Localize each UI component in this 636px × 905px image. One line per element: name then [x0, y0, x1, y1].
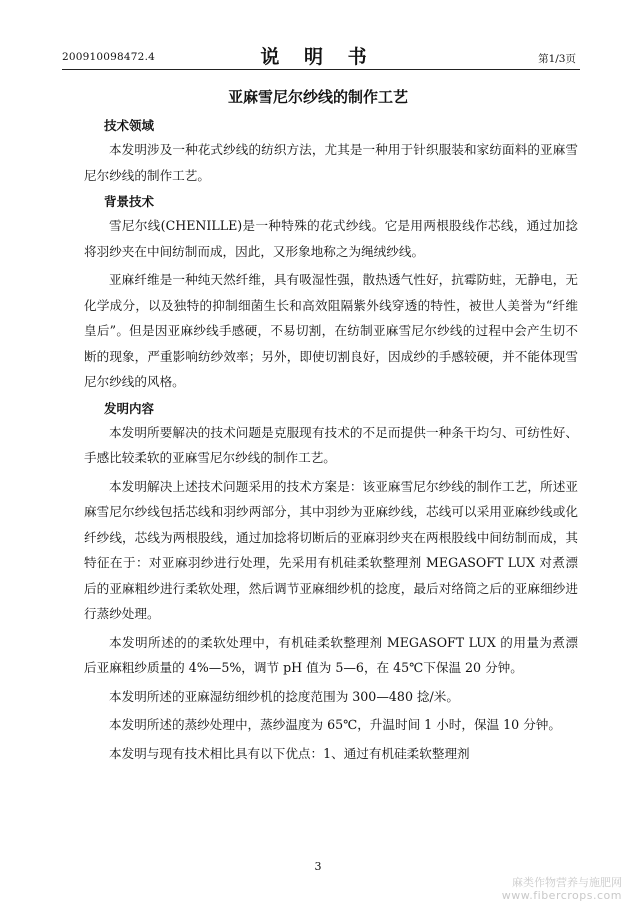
paragraph: 本发明所述的的柔软处理中，有机硅柔软整理剂 MEGASOFT LUX 的用量为煮漂后亚麻粗纱质量的 4%—5%，调节 pH 值为 5—6，在 45℃下保温 20 分钟。: [84, 634, 578, 675]
doc-type-heading: 说 明 书: [260, 46, 376, 68]
paragraph: 本发明所述的蒸纱处理中，蒸纱温度为 65℃，升温时间 1 小时，保温 10 分钟。: [109, 717, 561, 732]
page-number: 3: [314, 860, 322, 873]
paragraph: 本发明所要解决的技术问题是克服现有技术的不足而提供一种条干均匀、可纺性好、手感比较柔软的亚麻雪尼尔纱线的制作工艺。: [84, 424, 578, 465]
section-heading: 发明内容: [104, 400, 155, 416]
document-body: [84, 115, 578, 769]
doc-number: 200910098472.4: [62, 51, 155, 63]
paragraph: 本发明解决上述技术问题采用的技术方案是：该亚麻雪尼尔纱线的制作工艺，所述亚麻雪尼尔纱线包括芯线和羽纱两部分，其中羽纱为亚麻纱线，芯线可以采用亚麻纱线或化纤纱线，芯线为两根股线，通过加捻将切断后的亚麻羽纱夹在两根股线中间纺制而成，其特征在于：对亚麻羽纱进行处理，先采用有机硅柔软整理剂 MEGASOFT LUX 对煮漂后的亚麻粗纱进行柔软处理，然后调节亚麻细纱机的捻度，最后对络筒之后的亚麻细纱进行蒸纱处理。: [84, 478, 578, 621]
watermark-url: www.fibercrops.com: [501, 889, 622, 902]
section-heading: 技术领域: [104, 118, 155, 133]
header-divider: [62, 69, 580, 70]
section-background: [84, 191, 578, 395]
paragraph: 本发明涉及一种花式纱线的纺织方法，尤其是一种用于针织服装和家纺面料的亚麻雪尼尔纱线的制作工艺。: [84, 142, 578, 183]
page-info: 第1/3页: [538, 53, 576, 65]
document-title: 亚麻雪尼尔纱线的制作工艺: [227, 88, 408, 106]
paragraph: 雪尼尔线(CHENILLE)是一种特殊的花式纱线。它是用两根股线作芯线，通过加捻将羽纱夹在中间纺制而成，因此，又形象地称之为绳绒纱线。: [84, 218, 578, 259]
paragraph: 亚麻纤维是一种纯天然纤维，具有吸湿性强，散热透气性好，抗霉防蛀，无静电，无化学成分，以及独特的抑制细菌生长和高效阻隔紫外线穿透的特性，被世人美誉为“纤维皇后”。但是因亚麻纱线手感硬，不易切割，在纺制亚麻雪尼尔纱线的过程中会产生切不断的现象，严重影响纺纱效率；另外，即使切割良好，因成纱的手感较硬，并不能体现雪尼尔纱线的风格。: [84, 272, 578, 389]
watermark-site-name: 麻类作物营养与施肥网: [512, 876, 622, 889]
paragraph: 本发明与现有技术相比具有以下优点：1、通过有机硅柔软整理剂: [109, 745, 470, 761]
section-heading: 背景技术: [104, 194, 155, 209]
paragraph: 本发明所述的亚麻湿纺细纱机的捻度范围为 300—480 捻/米。: [109, 688, 459, 704]
section-summary: [84, 398, 578, 767]
section-technical-field: [84, 115, 578, 188]
